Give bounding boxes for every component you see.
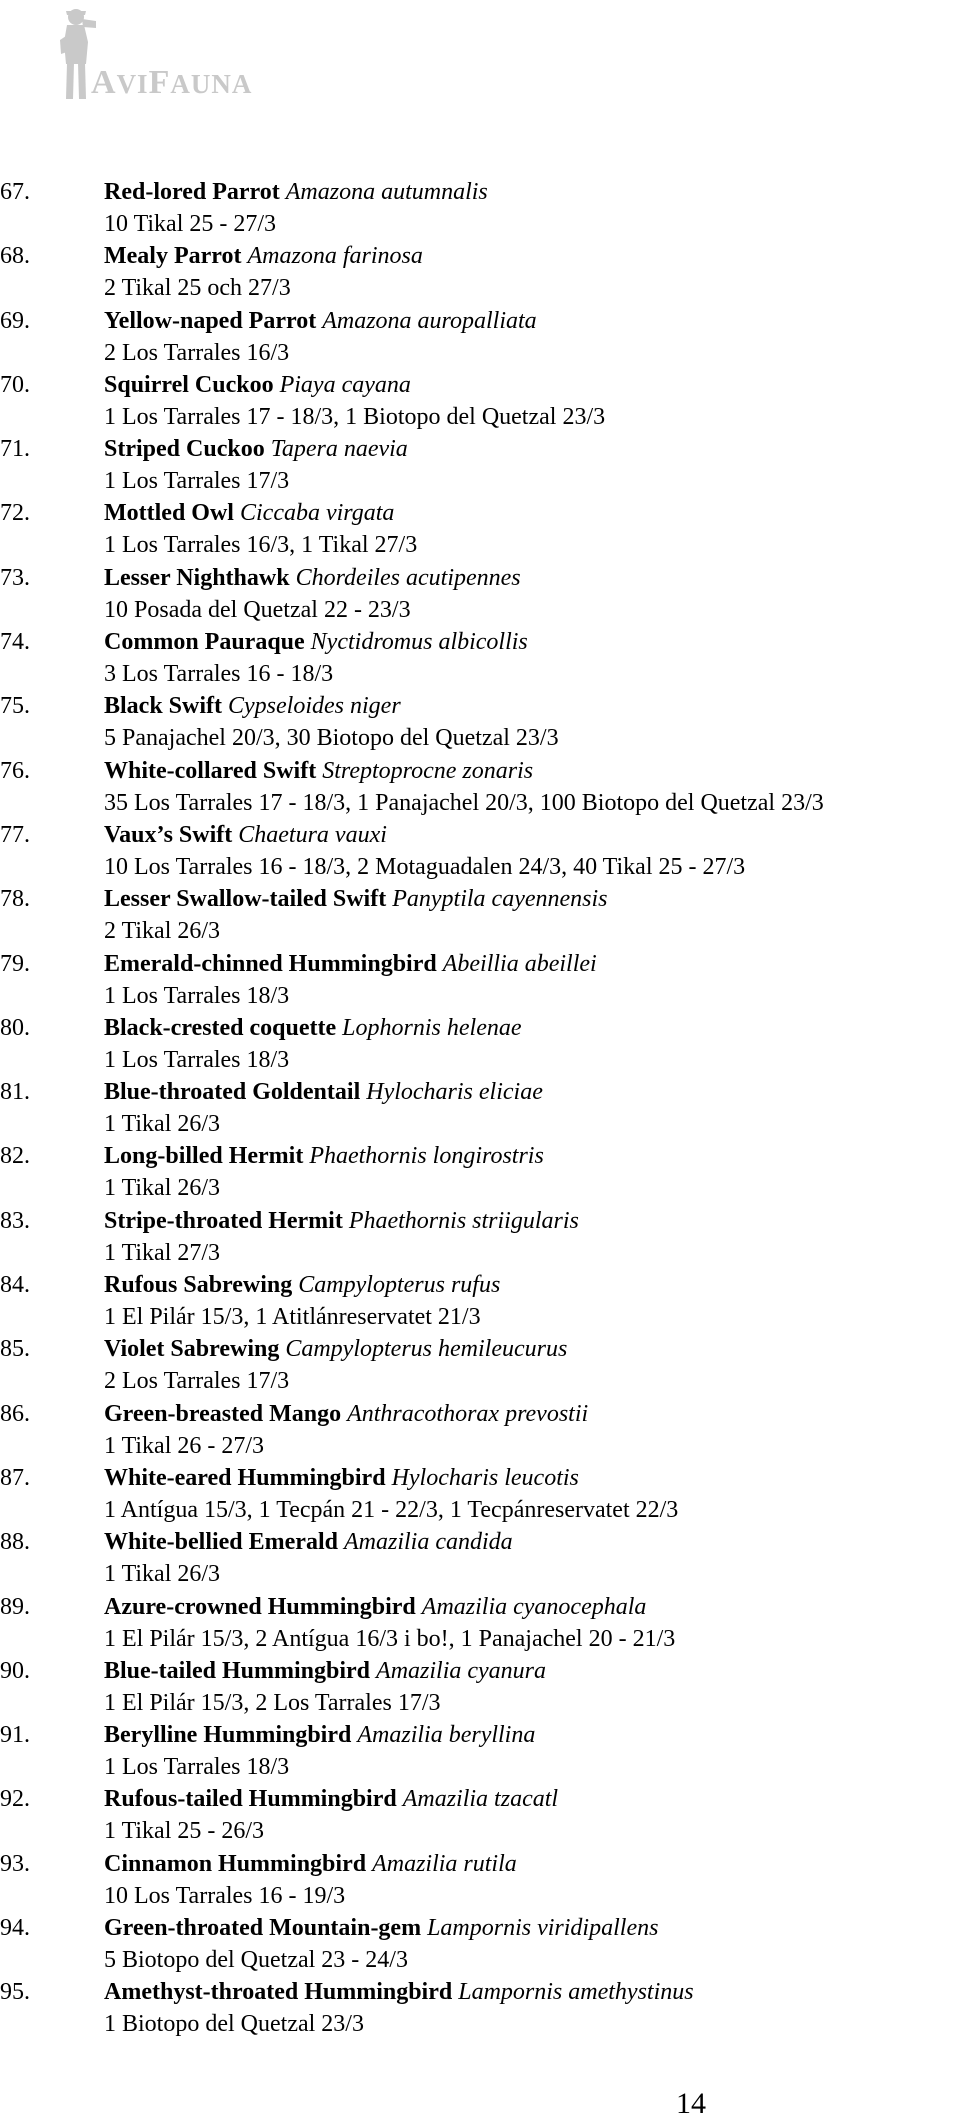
species-name-line — [104, 690, 401, 722]
observation-text: 35 Los Tarrales 17 - 18/3, 1 Panajachel 20/3, 100 Biotopo del Quetzal 23/3 — [104, 789, 824, 816]
species-entry — [0, 497, 960, 561]
common-name: Striped Cuckoo — [104, 436, 265, 463]
entry-number: 85. — [0, 1336, 30, 1363]
species-name-line — [104, 1719, 535, 1751]
entry-number: 84. — [0, 1272, 30, 1299]
species-entry — [0, 1333, 960, 1397]
scientific-name: Phaethornis striigularis — [348, 1207, 579, 1234]
species-entry — [0, 176, 960, 240]
scientific-name: Lophornis helenae — [342, 1014, 522, 1041]
species-name-line — [104, 369, 411, 401]
scientific-name: Ciccaba virgata — [239, 500, 395, 527]
species-entry — [0, 690, 960, 754]
species-name-line — [104, 1848, 517, 1880]
species-entry — [0, 1848, 960, 1912]
entry-number: 93. — [0, 1850, 30, 1877]
scientific-name: Chordeiles acutipennes — [295, 564, 521, 591]
scientific-name: Nyctidromus albicollis — [310, 629, 528, 656]
species-entry — [0, 1140, 960, 1204]
common-name: Azure-crowned Hummingbird — [104, 1593, 416, 1620]
observation-text: 1 Antígua 15/3, 1 Tecpán 21 - 22/3, 1 Tecpánreservatet 22/3 — [104, 1496, 679, 1523]
common-name: Common Pauraque — [104, 629, 305, 656]
species-entry — [0, 240, 960, 304]
entry-number: 94. — [0, 1915, 30, 1942]
common-name: Stripe-throated Hermit — [104, 1207, 343, 1234]
observation-text: 1 Tikal 26/3 — [104, 1111, 221, 1138]
species-entry — [0, 1398, 960, 1462]
species-name-line — [104, 1140, 544, 1172]
species-name-line — [104, 305, 537, 337]
common-name: Red-lored Parrot — [104, 179, 280, 205]
species-name-line — [104, 176, 488, 208]
entry-number: 89. — [0, 1593, 30, 1620]
page-number: 14 — [676, 2087, 706, 2120]
species-name-line — [104, 1912, 658, 1944]
species-entry — [0, 819, 960, 883]
common-name: Mottled Owl — [104, 500, 234, 527]
species-name-line — [104, 1205, 579, 1237]
species-name-line — [104, 1526, 513, 1558]
entry-number: 82. — [0, 1143, 30, 1170]
species-entry — [0, 1462, 960, 1526]
observation-text: 1 Tikal 26/3 — [104, 1561, 221, 1588]
scientific-name: Hylocharis eliciae — [366, 1079, 543, 1106]
species-name-line — [104, 1269, 500, 1301]
common-name: Green-throated Mountain-gem — [104, 1915, 422, 1942]
observation-text: 2 Los Tarrales 17/3 — [104, 1368, 290, 1395]
common-name: Long-billed Hermit — [104, 1143, 304, 1170]
scientific-name: Piaya cayana — [279, 371, 411, 398]
species-name-line — [104, 1591, 646, 1623]
entry-number: 81. — [0, 1079, 30, 1106]
entry-number: 92. — [0, 1786, 30, 1813]
common-name: Amethyst-throated Hummingbird — [104, 1979, 453, 2006]
common-name: Cinnamon Hummingbird — [104, 1850, 367, 1877]
species-entry — [0, 1076, 960, 1140]
scientific-name: Abeillia abeillei — [442, 950, 597, 977]
logo-text: AVIFAUNA — [91, 64, 253, 101]
species-name-line — [104, 1462, 579, 1494]
species-name-line — [104, 948, 597, 980]
observation-text: 1 Los Tarrales 17 - 18/3, 1 Biotopo del Quetzal 23/3 — [104, 403, 606, 430]
species-name-line — [104, 626, 528, 658]
entry-number: 72. — [0, 500, 30, 527]
species-entry — [0, 1205, 960, 1269]
scientific-name: Amazilia cyanocephala — [421, 1593, 647, 1620]
species-entry — [0, 883, 960, 947]
common-name: Green-breasted Mango — [104, 1400, 342, 1427]
observation-text: 3 Los Tarrales 16 - 18/3 — [104, 661, 334, 688]
observation-text: 5 Panajachel 20/3, 30 Biotopo del Quetzal 23/3 — [104, 725, 559, 752]
scientific-name: Anthracothorax prevostii — [347, 1400, 589, 1427]
species-entry — [0, 755, 960, 819]
species-entry — [0, 305, 960, 369]
species-entry — [0, 626, 960, 690]
observation-text: 5 Biotopo del Quetzal 23 - 24/3 — [104, 1947, 408, 1974]
common-name: Blue-throated Goldentail — [104, 1079, 361, 1106]
species-entry — [0, 1655, 960, 1719]
observation-text: 1 Los Tarrales 17/3 — [104, 468, 290, 495]
scientific-name: Cypseloides niger — [228, 693, 401, 720]
observation-text: 1 Los Tarrales 16/3, 1 Tikal 27/3 — [104, 532, 418, 559]
entry-number: 78. — [0, 886, 30, 913]
scientific-name: Phaethornis longirostris — [309, 1143, 544, 1170]
entry-number: 95. — [0, 1979, 30, 2006]
observation-text: 1 Los Tarrales 18/3 — [104, 1754, 290, 1781]
avifauna-logo — [52, 6, 292, 101]
species-name-line — [104, 883, 608, 915]
entry-number: 88. — [0, 1529, 30, 1556]
species-name-line — [104, 1398, 588, 1430]
species-entry — [0, 369, 960, 433]
common-name: Mealy Parrot — [104, 243, 242, 270]
scientific-name: Chaetura vauxi — [238, 821, 387, 848]
common-name: Yellow-naped Parrot — [104, 307, 317, 334]
scientific-name: Tapera naevia — [270, 436, 408, 463]
species-name-line — [104, 1012, 522, 1044]
species-entry — [0, 1012, 960, 1076]
scientific-name: Lampornis amethystinus — [458, 1979, 694, 2006]
entry-number: 90. — [0, 1657, 30, 1684]
scientific-name: Amazona auropalliata — [322, 307, 537, 334]
common-name: Emerald-chinned Hummingbird — [104, 950, 437, 977]
common-name: Squirrel Cuckoo — [104, 371, 274, 398]
entry-number: 68. — [0, 243, 30, 270]
observation-text: 1 El Pilár 15/3, 2 Antígua 16/3 i bo!, 1 Panajachel 20 - 21/3 — [104, 1625, 676, 1652]
common-name: Black-crested coquette — [104, 1014, 337, 1041]
species-entry — [0, 1783, 960, 1847]
observation-text: 1 Biotopo del Quetzal 23/3 — [104, 2011, 364, 2038]
entry-number: 69. — [0, 307, 30, 334]
entry-number: 67. — [0, 179, 30, 205]
observation-text: 10 Los Tarrales 16 - 18/3, 2 Motaguadalen 24/3, 40 Tikal 25 - 27/3 — [104, 853, 746, 880]
species-entry — [0, 562, 960, 626]
observation-text: 1 Tikal 25 - 26/3 — [104, 1818, 265, 1845]
species-name-line — [104, 433, 408, 465]
scientific-name: Amazilia beryllina — [357, 1722, 536, 1749]
scientific-name: Hylocharis leucotis — [391, 1464, 579, 1491]
common-name: White-collared Swift — [104, 757, 317, 784]
entry-number: 77. — [0, 821, 30, 848]
common-name: White-bellied Emerald — [104, 1529, 338, 1556]
scientific-name: Amazilia candida — [343, 1529, 513, 1556]
common-name: White-eared Hummingbird — [104, 1464, 386, 1491]
species-name-line — [104, 755, 533, 787]
scientific-name: Amazilia tzacatl — [402, 1786, 559, 1813]
common-name: Vaux’s Swift — [104, 821, 233, 848]
scientific-name: Amazilia cyanura — [376, 1657, 547, 1684]
entry-number: 75. — [0, 693, 30, 720]
common-name: Rufous-tailed Hummingbird — [104, 1786, 397, 1813]
observation-text: 1 Tikal 27/3 — [104, 1239, 221, 1266]
species-name-line — [104, 1333, 567, 1365]
observation-text: 10 Los Tarrales 16 - 19/3 — [104, 1882, 346, 1909]
species-entry — [0, 1526, 960, 1590]
species-name-line — [104, 240, 423, 272]
species-entry — [0, 1719, 960, 1783]
observation-text: 1 El Pilár 15/3, 1 Atitlánreservatet 21/3 — [104, 1304, 481, 1331]
common-name: Lesser Nighthawk — [104, 564, 290, 591]
species-name-line — [104, 819, 387, 851]
common-name: Berylline Hummingbird — [104, 1722, 352, 1749]
scientific-name: Amazona farinosa — [247, 243, 423, 270]
entry-number: 91. — [0, 1722, 30, 1749]
entry-number: 86. — [0, 1400, 30, 1427]
species-entry — [0, 1591, 960, 1655]
species-name-line — [104, 1783, 558, 1815]
entry-number: 76. — [0, 757, 30, 784]
species-list — [0, 176, 960, 2041]
species-entry — [0, 1269, 960, 1333]
scientific-name: Streptoprocne zonaris — [322, 757, 534, 784]
scientific-name: Lampornis viridipallens — [427, 1915, 659, 1942]
common-name: Lesser Swallow-tailed Swift — [104, 886, 387, 913]
observation-text: 2 Tikal 25 och 27/3 — [104, 275, 291, 302]
species-entry — [0, 948, 960, 1012]
scientific-name: Panyptila cayennensis — [392, 886, 608, 913]
species-name-line — [104, 1076, 543, 1108]
observation-text: 1 Los Tarrales 18/3 — [104, 982, 290, 1009]
entry-number: 80. — [0, 1014, 30, 1041]
entry-number: 71. — [0, 436, 30, 463]
species-entry — [0, 1976, 960, 2040]
observation-text: 1 Tikal 26/3 — [104, 1175, 221, 1202]
observation-text: 2 Los Tarrales 16/3 — [104, 339, 290, 366]
entry-number: 87. — [0, 1464, 30, 1491]
species-name-line — [104, 562, 521, 594]
scientific-name: Amazona autumnalis — [285, 179, 488, 205]
species-entry — [0, 1912, 960, 1976]
species-name-line — [104, 1976, 694, 2008]
entry-number: 83. — [0, 1207, 30, 1234]
observation-text: 1 Tikal 26 - 27/3 — [104, 1432, 265, 1459]
scientific-name: Campylopterus rufus — [298, 1272, 501, 1299]
species-name-line — [104, 1655, 546, 1687]
observation-text: 1 El Pilár 15/3, 2 Los Tarrales 17/3 — [104, 1689, 441, 1716]
entry-number: 74. — [0, 629, 30, 656]
entry-number: 79. — [0, 950, 30, 977]
scientific-name: Campylopterus hemileucurus — [285, 1336, 568, 1363]
observation-text: 10 Posada del Quetzal 22 - 23/3 — [104, 596, 411, 623]
species-name-line — [104, 497, 394, 529]
entry-number: 73. — [0, 564, 30, 591]
scientific-name: Amazilia rutila — [372, 1850, 517, 1877]
observation-text: 1 Los Tarrales 18/3 — [104, 1046, 290, 1073]
common-name: Violet Sabrewing — [104, 1336, 280, 1363]
entry-number: 70. — [0, 371, 30, 398]
common-name: Blue-tailed Hummingbird — [104, 1657, 371, 1684]
common-name: Rufous Sabrewing — [104, 1272, 293, 1299]
species-entry — [0, 433, 960, 497]
observation-text: 2 Tikal 26/3 — [104, 918, 221, 945]
observation-text: 10 Tikal 25 - 27/3 — [104, 211, 277, 237]
common-name: Black Swift — [104, 693, 223, 720]
